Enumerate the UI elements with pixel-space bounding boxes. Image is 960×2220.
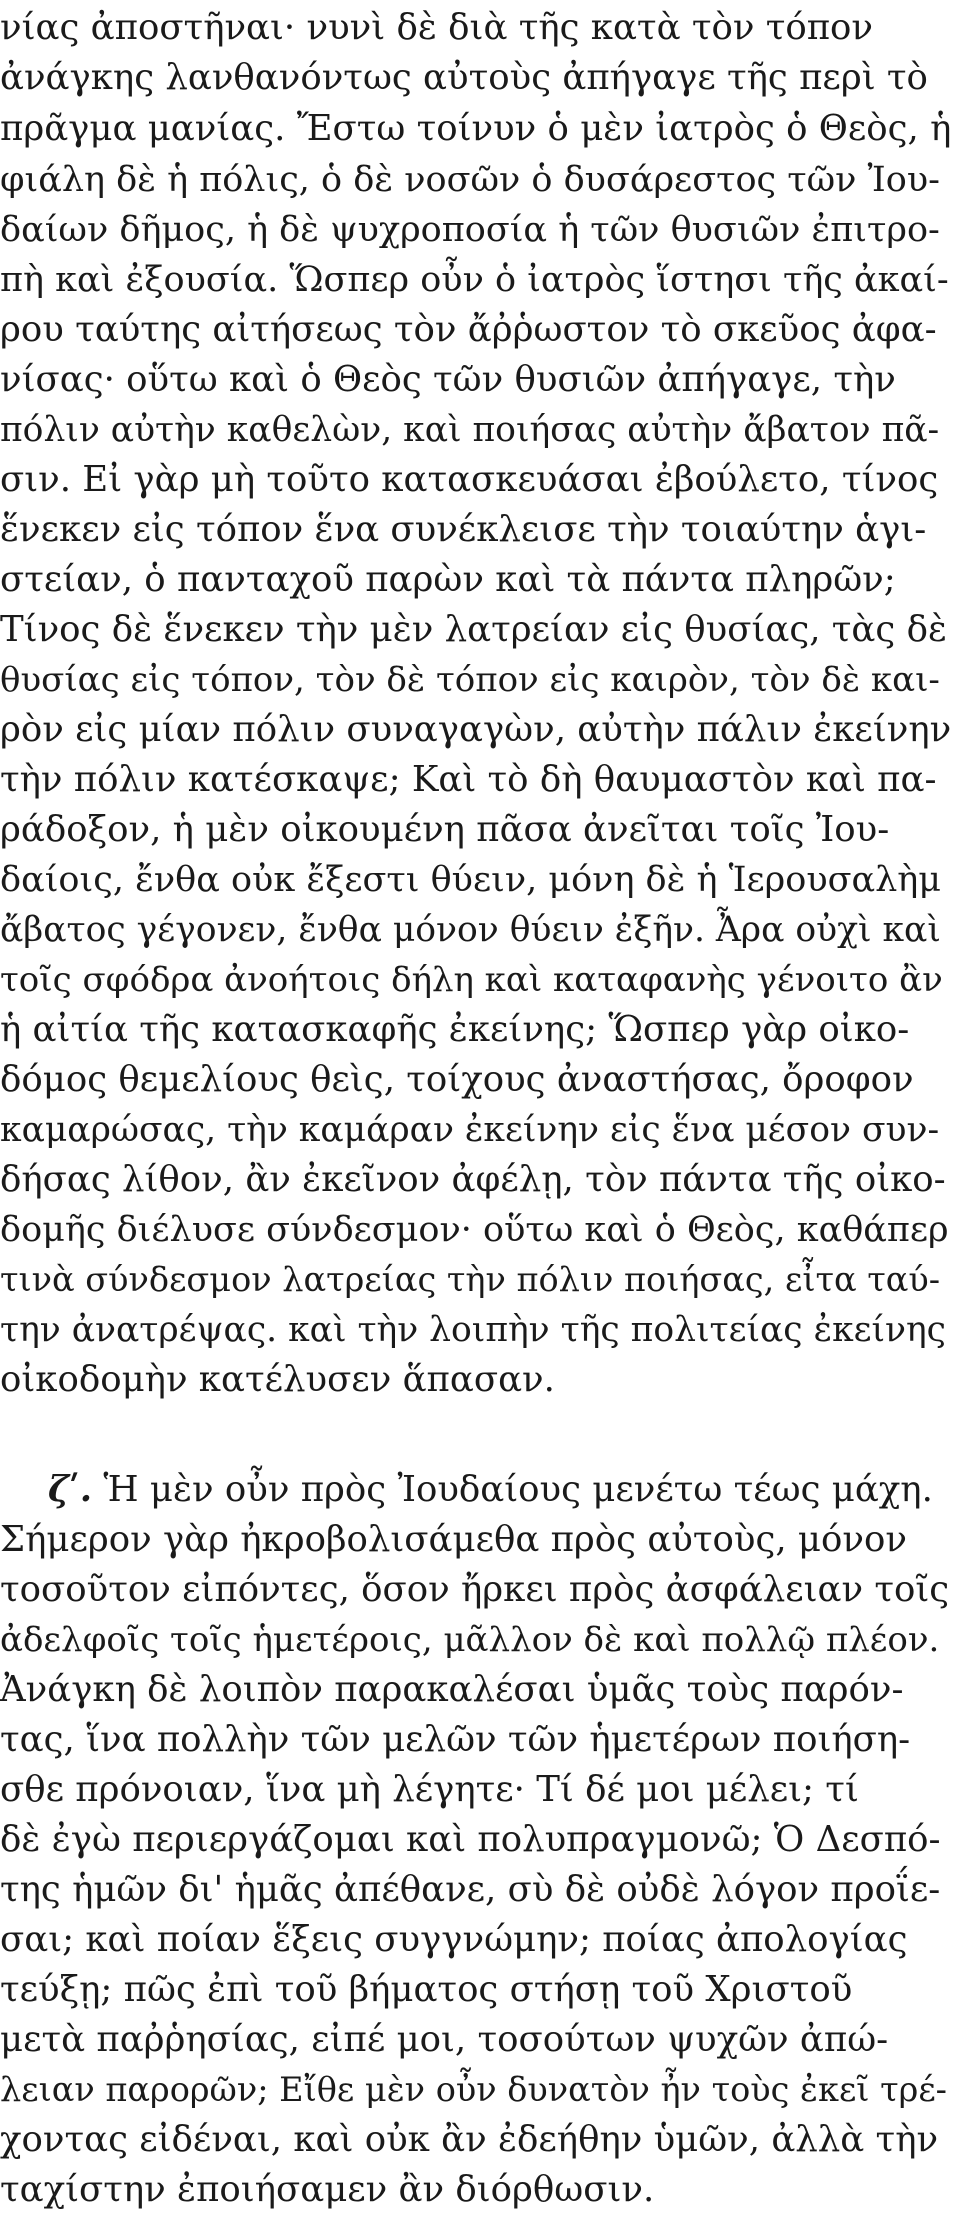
text-line: νίας ἀποστῆναι· νυνὶ δὲ διὰ τῆς κατὰ τὸν τόπον [0, 7, 874, 48]
text-line: τὴν πόλιν κατέσκαψε; Καὶ τὸ δὴ θαυμαστὸν καὶ πα- [0, 759, 937, 800]
text-line: ρὸν εἰς μίαν πόλιν συναγαγὼν, αὐτὴν πάλιν ἐκείνην [0, 709, 952, 750]
text-line: τοσοῦτον εἰπόντες, ὅσον ἤρκει πρὸς ἀσφάλειαν τοῖς [0, 1569, 950, 1610]
text-line: δόμος θεμελίους θεὶς, τοίχους ἀναστήσας, ὄροφον [0, 1059, 914, 1100]
text-line: δὲ ἐγὼ περιεργάζομαι καὶ πολυπραγμονῶ; Ὁ Δεσπό- [0, 1819, 941, 1860]
text-line: τοῖς σφόδρα ἀνοήτοις δήλη καὶ καταφανὴς γένοιτο ἂν [0, 960, 943, 1000]
text-line: πόλιν αὐτὴν καθελὼν, καὶ ποιήσας αὐτὴν ἄβατον πᾶ- [0, 410, 940, 450]
text-line: ταχίστην ἐποιήσαμεν ἂν διόρθωσιν. [0, 2169, 655, 2210]
text-line: Τίνος δὲ ἕνεκεν τὴν μὲν λατρείαν εἰς θυσίας, τὰς δὲ [0, 609, 947, 650]
text-line: ἄβατος γέγονεν, ἔνθα μόνον θύειν ἐξῆν. Ἆρα οὐχὶ καὶ [0, 910, 941, 950]
text-line: σιν. Εἰ γὰρ μὴ τοῦτο κατασκευάσαι ἐβούλετο, τίνος [0, 459, 939, 500]
text-line: δομῆς διέλυσε σύνδεσμον· οὕτω καὶ ὁ Θεὸς, καθάπερ [0, 1210, 949, 1250]
text-line: ἡ αἰτία τῆς κατασκαφῆς ἐκείνης; Ὥσπερ γὰρ οἰκο- [0, 1009, 910, 1050]
text-line: ρου ταύτης αἰτήσεως τὸν ἄῤῥωστον τὸ σκεῦος ἀφα- [0, 309, 937, 350]
text-line: της ἡμῶν δι' ἡμᾶς ἀπέθανε, σὺ δὲ οὐδὲ λόγον προΐε- [0, 1869, 941, 1910]
text-line: στείαν, ὁ πανταχοῦ παρὼν καὶ τὰ πάντα πληρῶν; [0, 559, 896, 600]
section-number: ζʹ. [48, 1469, 93, 1510]
text-line: σαι; καὶ ποίαν ἕξεις συγγνώμην; ποίας ἀπολογίας [0, 1919, 908, 1960]
text-line: χοντας εἰδέναι, καὶ οὐκ ἂν ἐδεήθην ὑμῶν, ἀλλὰ τὴν [0, 2119, 939, 2160]
text-line: οἰκοδομὴν κατέλυσεν ἅπασαν. [0, 1359, 555, 1400]
text-line: νίσας· οὕτω καὶ ὁ Θεὸς τῶν θυσιῶν ἀπήγαγε, τὴν [0, 359, 896, 400]
text-line: δήσας λίθον, ἂν ἐκεῖνον ἀφέλῃ, τὸν πάντα τῆς οἰκο- [0, 1159, 946, 1200]
text-line: ράδοξον, ἡ μὲν οἰκουμένη πᾶσα ἀνεῖται τοῖς Ἰου- [0, 809, 890, 850]
text-line: ἀνάγκης λανθανόντως αὐτοὺς ἀπήγαγε τῆς περὶ τὸ [0, 57, 928, 98]
text-line: Ἡ μὲν οὖν πρὸς Ἰουδαίους μενέτω τέως μάχη. [103, 1469, 933, 1510]
text-line: λειαν παρορῶν; Εἴθε μὲν οὖν δυνατὸν ἦν τοὺς ἐκεῖ τρέ- [0, 2070, 947, 2109]
text-line: θυσίας εἰς τόπον, τὸν δὲ τόπον εἰς καιρὸν, τὸν δὲ και- [0, 660, 940, 700]
text-line: Σήμερον γὰρ ἠκροβολισάμεθα πρὸς αὐτοὺς, μόνον [0, 1519, 907, 1560]
text-line: πρᾶγμα μανίας. Ἔστω τοίνυν ὁ μὲν ἰατρὸς ὁ Θεὸς, ἡ [0, 108, 952, 149]
text-line: καμαρώσας, τὴν καμάραν ἐκείνην εἰς ἕνα μέσον συν- [0, 1110, 940, 1150]
text-line: μετὰ παῤῥησίας, εἰπέ μοι, τοσούτων ψυχῶν ἀπώ- [0, 2019, 889, 2060]
text-line: τας, ἵνα πολλὴν τῶν μελῶν τῶν ἡμετέρων ποιήση- [0, 1719, 911, 1760]
text-line: δαίοις, ἔνθα οὐκ ἔξεστι θύειν, μόνη δὲ ἡ Ἱερουσαλὴμ [0, 860, 942, 900]
text-line: φιάλη δὲ ἡ πόλις, ὁ δὲ νοσῶν ὁ δυσάρεστος τῶν Ἰου- [0, 160, 940, 200]
text-line: την ἀνατρέψας. καὶ τὴν λοιπὴν τῆς πολιτείας ἐκείνης [0, 1310, 947, 1350]
text-line: τινὰ σύνδεσμον λατρείας τὴν πόλιν ποιήσας, εἶτα ταύ- [0, 1260, 941, 1299]
text-line: σθε πρόνοιαν, ἵνα μὴ λέγητε· Τί δέ μοι μέλει; τί [0, 1769, 859, 1810]
text-line: ἀδελφοῖς τοῖς ἡμετέροις, μᾶλλον δὲ καὶ πολλῷ πλέον. [0, 1620, 940, 1660]
text-line: δαίων δῆμος, ἡ δὲ ψυχροποσία ἡ τῶν θυσιῶν ἐπιτρο- [0, 210, 940, 250]
text-line: πὴ καὶ ἐξουσία. Ὥσπερ οὖν ὁ ἰατρὸς ἵστησι τῆς ἀκαί- [0, 260, 949, 300]
section-heading-line [48, 1466, 933, 1514]
text-line: τεύξῃ; πῶς ἐπὶ τοῦ βήματος στήσῃ τοῦ Χριστοῦ [0, 1969, 853, 2010]
text-line: Ἀνάγκη δὲ λοιπὸν παρακαλέσαι ὑμᾶς τοὺς παρόν- [0, 1669, 904, 1710]
text-line: ἕνεκεν εἰς τόπον ἕνα συνέκλεισε τὴν τοιαύτην ἁγι- [0, 509, 927, 550]
